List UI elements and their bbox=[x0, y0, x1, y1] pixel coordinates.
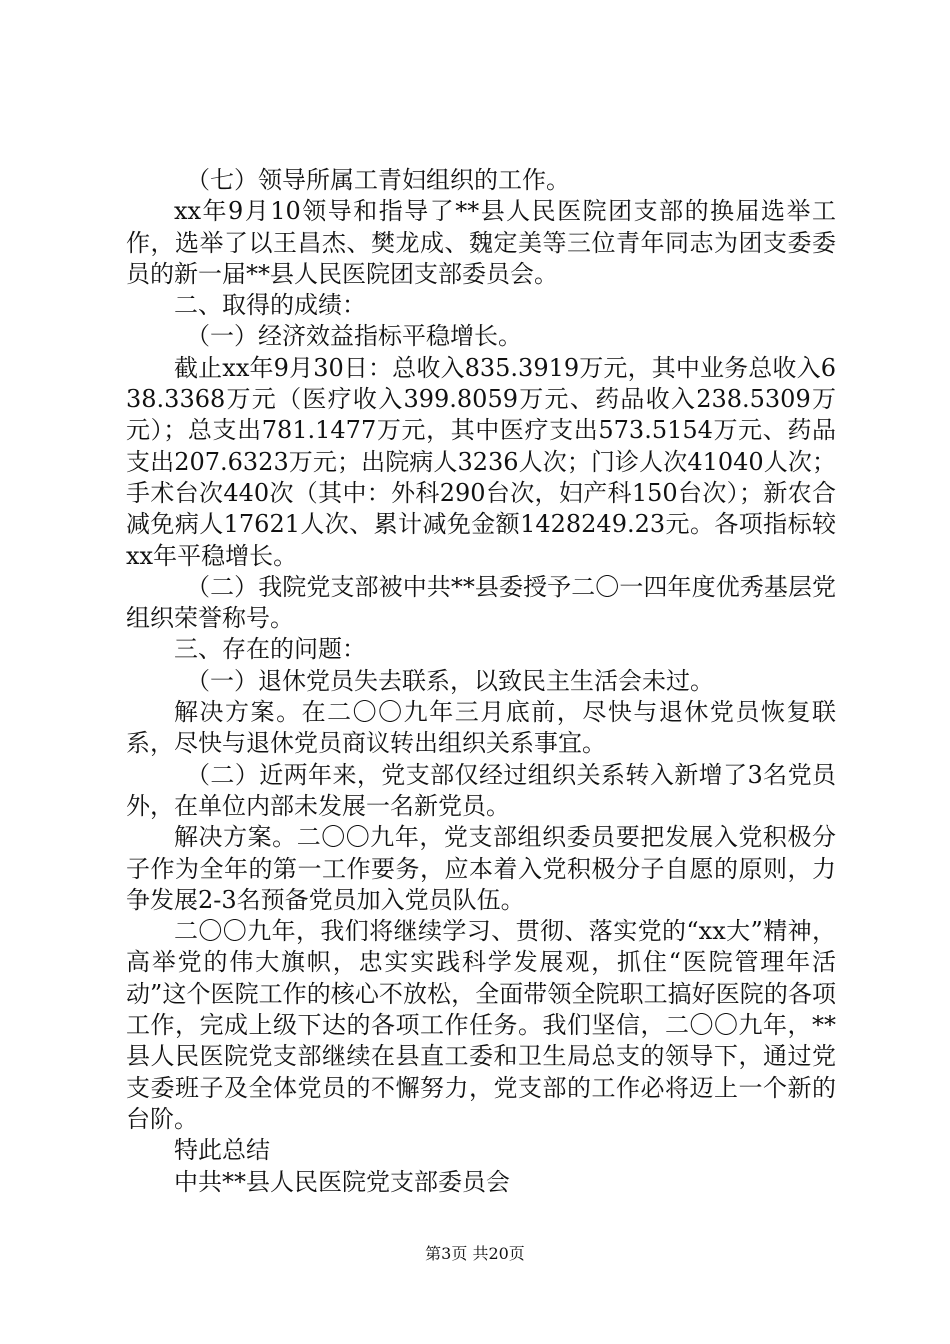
paragraph-solution-2: 解决方案。二〇〇九年，党支部组织委员要把发展入党积极分子作为全年的第一工作要务，应本着入党积极分子自愿的原则，力争发展2-3名预备党员加入党员队伍。 bbox=[126, 823, 836, 914]
paragraph-new-members: （二）近两年来，党支部仅经过组织关系转入新增了3名党员外，在单位内部未发展一名新党员。 bbox=[126, 760, 836, 820]
paragraph-youth-league-election: xx年9月10领导和指导了**县人民医院团支部的换届选举工作，选举了以王昌杰、樊龙成、魏定美等三位青年同志为团支委委员的新一届**县人民医院团支部委员会。 bbox=[126, 197, 836, 288]
subsection-heading-economic: （一）经济效益指标平稳增长。 bbox=[186, 322, 522, 351]
section-heading-7: （七）领导所属工青妇组织的工作。 bbox=[186, 166, 570, 194]
paragraph-outlook: 二〇〇九年，我们将继续学习、贯彻、落实党的“xx大”精神，高举党的伟大旗帜，忠实实践科学发展观，抓住“医院管理年活动”这个医院工作的核心不放松，全面带领全院职工搞好医院的各项工作，完成上级下达的各项工作任务。我们坚信，二〇〇九年，**县人民医院党支部继续在县直工委和卫生局总支的领导下，通过党支委班子及全体党员的不懈努力，党支部的工作必将迈上一个新的台阶。 bbox=[126, 917, 836, 1133]
section-heading-problems: 三、存在的问题： bbox=[174, 635, 366, 664]
document-body bbox=[126, 165, 836, 1198]
paragraph-honor: （二）我院党支部被中共**县委授予二〇一四年度优秀基层党组织荣誉称号。 bbox=[126, 572, 836, 633]
signature-organization: 中共**县人民医院党支部委员会 bbox=[174, 1167, 510, 1196]
subsection-heading-retired-members: （一）退休党员失去联系，以致民主生活会未过。 bbox=[186, 666, 714, 695]
page-number-footer: 第3页 共20页 bbox=[425, 1244, 525, 1263]
paragraph-financial-figures: 截止xx年9月30日：总收入835.3919万元，其中业务总收入638.3368万元（医疗收入399.8059万元、药品收入238.5309万元）；总支出781.1477万元，其中医疗支出573.5154万元、药品支出207.6323万元；出院病人3236人次；门诊人次41040人次；手术台次440次（其中：外科290台次，妇产科150台次）；新农合减免病人17621人次、累计减免金额1428249.23元。各项指标较xx年平稳增长。 bbox=[126, 353, 836, 570]
closing-remark: 特此总结 bbox=[174, 1136, 270, 1165]
paragraph-solution-1: 解决方案。在二〇〇九年三月底前，尽快与退休党员恢复联系，尽快与退休党员商议转出组织关系事宜。 bbox=[126, 698, 836, 758]
section-heading-achievements: 二、取得的成绩： bbox=[174, 291, 366, 320]
